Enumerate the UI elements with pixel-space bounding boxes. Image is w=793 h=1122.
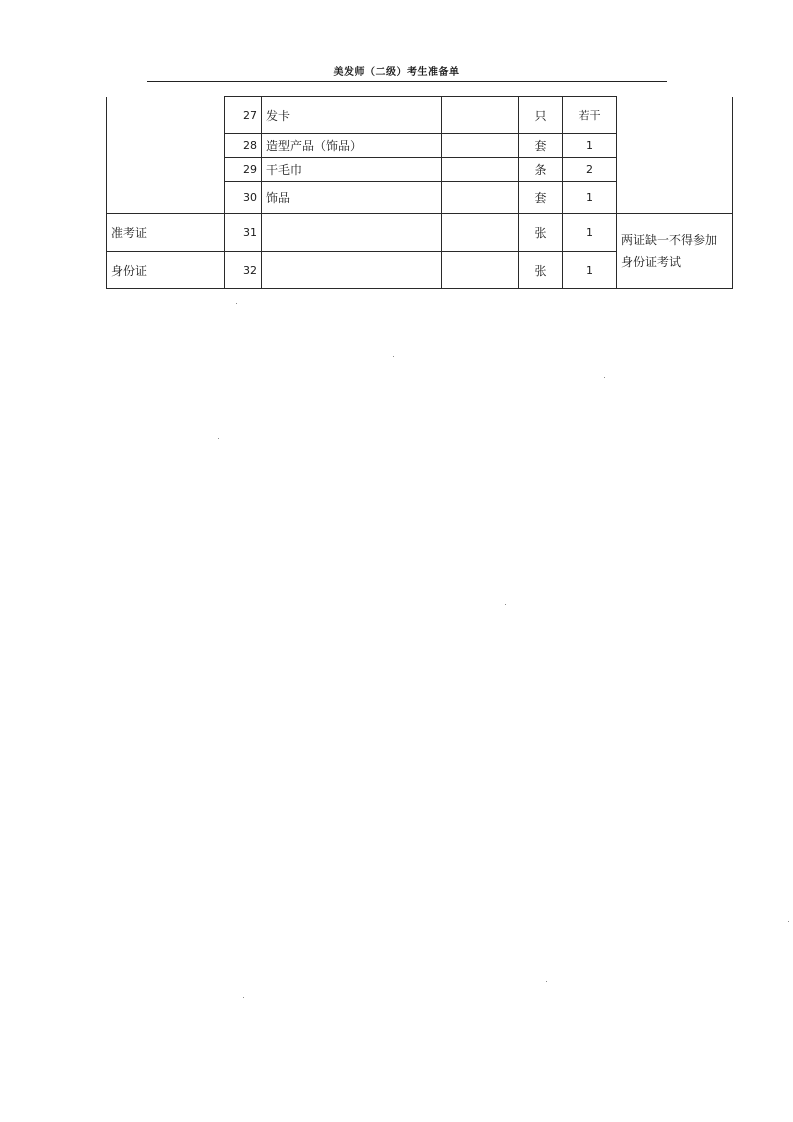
category-cell	[107, 182, 225, 214]
remark-note-line: 身份证考试	[621, 255, 682, 269]
item-number: 30	[225, 182, 262, 214]
remark-cell	[617, 97, 733, 134]
item-number: 28	[225, 134, 262, 158]
scan-speck	[505, 604, 506, 605]
table-row	[107, 134, 733, 158]
item-unit: 套	[519, 182, 563, 214]
item-unit: 套	[519, 134, 563, 158]
item-name	[262, 214, 442, 252]
item-name: 发卡	[262, 97, 442, 134]
table-row	[107, 214, 733, 252]
item-unit: 张	[519, 252, 563, 289]
remark-cell	[617, 182, 733, 214]
item-spec	[442, 252, 519, 289]
scan-speck	[788, 921, 789, 922]
prep-items-table	[106, 96, 733, 289]
item-spec	[442, 182, 519, 214]
item-number: 27	[225, 97, 262, 134]
item-quantity: 1	[563, 214, 617, 252]
item-unit: 只	[519, 97, 563, 134]
item-spec	[442, 158, 519, 182]
scan-speck	[604, 377, 605, 378]
category-cell: 准考证	[107, 214, 225, 252]
remark-cell	[617, 158, 733, 182]
prep-items-table-wrapper	[106, 96, 733, 289]
page-title: 美发师（二级）考生准备单	[333, 67, 460, 78]
remark-cell	[617, 134, 733, 158]
scan-speck	[546, 981, 547, 982]
item-name: 干毛巾	[262, 158, 442, 182]
item-quantity: 2	[563, 158, 617, 182]
item-spec	[442, 97, 519, 134]
item-unit: 张	[519, 214, 563, 252]
item-spec	[442, 214, 519, 252]
remark-note-line: 两证缺一不得参加	[621, 233, 718, 247]
table-row	[107, 158, 733, 182]
item-number: 31	[225, 214, 262, 252]
table-row	[107, 97, 733, 134]
category-cell	[107, 134, 225, 158]
item-spec	[442, 134, 519, 158]
item-name	[262, 252, 442, 289]
scan-speck	[218, 438, 219, 439]
item-quantity: 1	[563, 134, 617, 158]
scan-speck	[236, 303, 237, 304]
table-row	[107, 182, 733, 214]
scan-speck	[243, 997, 244, 998]
category-cell: 身份证	[107, 252, 225, 289]
remark-note	[617, 214, 733, 289]
item-name: 饰品	[262, 182, 442, 214]
category-cell	[107, 97, 225, 134]
scan-speck	[393, 356, 394, 357]
item-number: 32	[225, 252, 262, 289]
category-cell	[107, 158, 225, 182]
header-divider	[147, 81, 667, 82]
item-quantity: 若干	[563, 97, 617, 134]
item-unit: 条	[519, 158, 563, 182]
item-quantity: 1	[563, 182, 617, 214]
item-number: 29	[225, 158, 262, 182]
item-quantity: 1	[563, 252, 617, 289]
item-name: 造型产品（饰品）	[262, 134, 442, 158]
